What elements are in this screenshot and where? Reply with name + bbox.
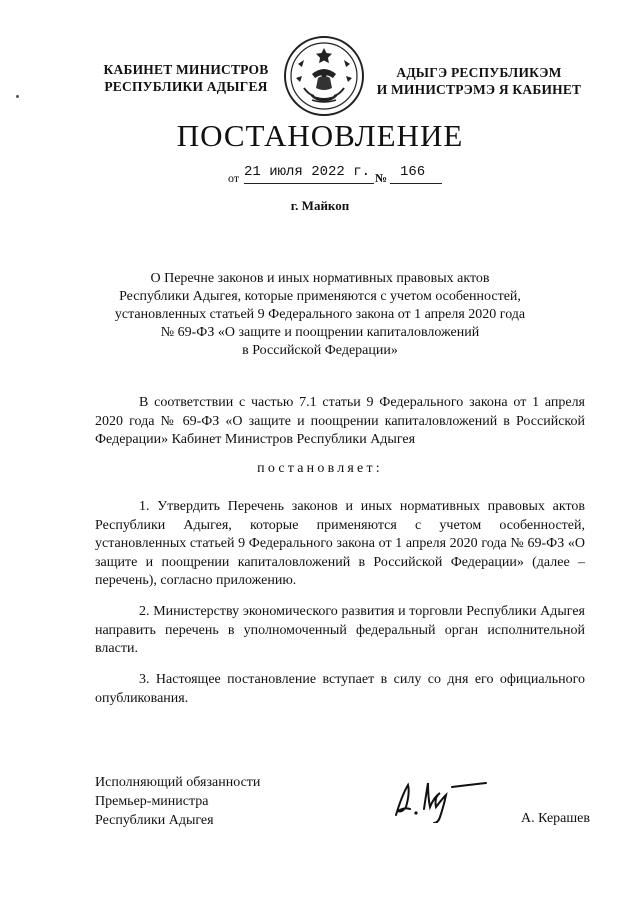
header-right-line2: И МИНИСТРЭМЭ Я КАБИНЕТ bbox=[376, 82, 582, 97]
signer-name: А. Керашев bbox=[521, 811, 590, 826]
signer-line: Премьер-министра bbox=[95, 794, 209, 809]
document-subject bbox=[90, 270, 550, 360]
date-number-line bbox=[228, 164, 488, 190]
header-left bbox=[96, 61, 276, 95]
header-left-line2: РЕСПУБЛИКИ АДЫГЕЯ bbox=[104, 79, 268, 94]
handwritten-signature bbox=[390, 775, 500, 823]
subject-line: Республики Адыгея, которые применяются с учетом особенностей, bbox=[119, 289, 521, 304]
preamble-paragraph: В соответствии с частью 7.1 статьи 9 Федерального закона от 1 апреля 2020 года № 69-ФЗ «О защите и поощрении капиталовложений в Российской Федерации» Кабинет Министров Республики Адыгея bbox=[95, 395, 585, 448]
scan-artifact-dot bbox=[16, 95, 19, 98]
document-title: ПОСТАНОВЛЕНИЕ bbox=[176, 118, 464, 153]
decree-item-3: 3. Настоящее постановление вступает в силу со дня его официального опубликования. bbox=[95, 672, 585, 706]
header-right-line1: АДЫГЭ РЕСПУБЛИКЭМ bbox=[396, 65, 562, 80]
signer-position bbox=[95, 773, 315, 830]
decree-item-2: 2. Министерству экономического развития и торговли Республики Адыгея направить перечень в уполномоченный федеральный орган исполнительной власти. bbox=[95, 604, 585, 657]
header-left-line1: КАБИНЕТ МИНИСТРОВ bbox=[103, 62, 269, 77]
date-from-label: от bbox=[228, 171, 240, 185]
decree-item-1: 1. Утвердить Перечень законов и иных нормативных правовых актов Республики Адыгея, которые применяются с учетом особенностей, установленных статьей 9 Федерального закона от 1 апреля 2020 года № 69-ФЗ «О защите и поощрении капиталовложений в Российской Федерации» (далее – перечень), согласно приложению. bbox=[95, 499, 585, 589]
coat-of-arms-icon bbox=[282, 34, 366, 118]
subject-line: установленных статьей 9 Федерального закона от 1 апреля 2020 года bbox=[114, 307, 526, 322]
signer-line: Республики Адыгея bbox=[95, 813, 214, 828]
document-date: 21 июля 2022 г. bbox=[244, 164, 371, 180]
signer-line: Исполняющий обязанности bbox=[95, 775, 261, 790]
document-number: 166 bbox=[400, 164, 426, 180]
subject-line: в Российской Федерации» bbox=[242, 343, 398, 358]
number-underline bbox=[390, 183, 442, 184]
subject-line: О Перечне законов и иных нормативных правовых актов bbox=[150, 271, 490, 286]
decree-word: постановляет: bbox=[257, 461, 383, 476]
header-right bbox=[370, 64, 588, 98]
city: г. Майкоп bbox=[290, 198, 350, 213]
date-underline bbox=[244, 183, 374, 184]
subject-line: № 69-ФЗ «О защите и поощрении капиталовложений bbox=[160, 325, 480, 340]
number-label: № bbox=[375, 171, 388, 185]
